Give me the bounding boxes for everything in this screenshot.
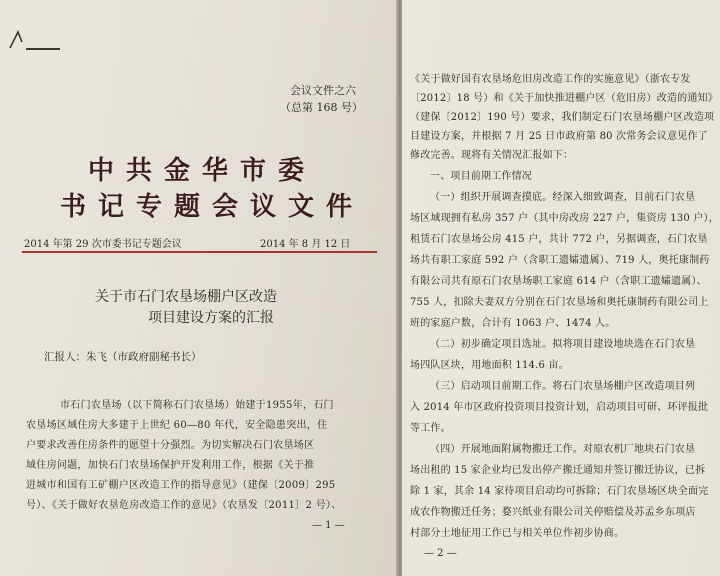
masthead-line-2: 书记专题会议文件 [60, 192, 365, 222]
body-line: 场四队区块，用地面积 114.6 亩。 [410, 360, 569, 371]
section-heading: 一、项目前期工作情况 [430, 171, 532, 182]
body-line: 租赁石门农垦场公房 415 户，共计 772 户，另据调查，石门农垦 [410, 234, 708, 245]
right-page [402, 0, 720, 576]
body-line: 成农作物搬迁任务；婺兴纸业有限公司关停赔偿及苏孟乡东项店 [410, 507, 696, 518]
body-line: （一）组织开展调查摸底。经深入细致调查，目前石门农垦 [430, 192, 696, 203]
masthead-line-1: 中共金华市委 [88, 156, 317, 186]
page-number: — 2 — [424, 548, 457, 559]
body-line: （三）启动项目前期工作。将石门农垦场棚户区改造项目列 [430, 381, 696, 392]
body-line: 入 2014 年市区政府投资项目投资计划，启动项目可研、环评报批 [410, 402, 709, 413]
body-line: 场共有职工家庭 592 户（含职工遗孀遗属）、719 人，奥托康制药 [410, 255, 710, 266]
body-line: 《关于做好国有农垦场危旧房改造工作的实施意见》（浙农专发 [410, 74, 691, 85]
body-line: 修改完善。现将有关情况汇报如下： [410, 150, 574, 161]
body-line: 市石门农垦场（以下简称石门农垦场）始建于1955年，石门 [60, 400, 334, 411]
body-line: 班的家庭户数，合计有 1063 户、1474 人。 [410, 318, 616, 329]
body-line: 755 人，扣除夫妻双方分别在石门农垦场和奥托康制药有限公司上 [410, 297, 709, 308]
body-line: 〔2012〕18 号）和《关于加快推进棚户区（危旧房）改造的通知》 [410, 93, 718, 104]
pen-mark-icon [8, 28, 42, 50]
page-number: — 1 — [312, 520, 345, 531]
body-line: 除 1 家，其余 14 家待项目启动均可拆除；石门农垦场区块全面完 [410, 486, 709, 497]
dash-mark [26, 48, 60, 50]
meeting-session: 2014 年第 29 次市委书记专题会议 [24, 239, 182, 250]
document-date: 2014 年 8 月 12 日 [260, 239, 351, 250]
red-divider-line [22, 251, 377, 253]
body-line: （四）开展地面附属物搬迁工作。对原农机厂地块石门农垦 [430, 444, 696, 455]
body-line: 号）、《关于做好农垦危房改造工作的意见》（农垦发〔2011〕2 号）、 [26, 500, 342, 511]
body-line: 等工作。 [410, 423, 451, 434]
body-line: 场区域现拥有私房 357 户（其中房改房 227 户，集资房 130 户）， [410, 213, 719, 224]
body-line: （二）初步确定项目选址。拟将项目建设地块选在石门农垦 [430, 339, 696, 350]
reporter: 汇报人：朱飞（市政府副秘书长） [44, 351, 202, 363]
body-line: 村部分土地征用工作已与相关单位作初步协商。 [410, 528, 625, 539]
body-line: 目建设方案，并根据 7 月 25 日市政府第 80 次常务会议意见作了 [410, 131, 708, 142]
meeting-document-number: 会议文件之六 [290, 84, 356, 97]
body-line: 有限公司共有原石门农垦场职工家庭 614 户（含职工遗孀遗属）、 [410, 276, 707, 287]
body-line: 户要求改善住房条件的愿望十分强烈。为切实解决石门农垦场区 [26, 440, 315, 451]
report-title-line-1: 关于市石门农垦场棚户区改造 [95, 289, 277, 305]
body-line: 进城市和国有工矿棚户区改造工作的指导意见》（建保〔2009〕295 [26, 480, 336, 491]
body-line: （建保〔2012〕190 号）要求，我们制定石门农垦场棚户区改造项 [410, 112, 715, 123]
total-document-number: （总第 168 号） [280, 101, 363, 114]
body-line: 农垦场区域住房大多建于上世纪 60—80 年代，安全隐患突出，住 [26, 420, 328, 431]
report-title-line-2: 项目建设方案的汇报 [148, 310, 274, 326]
body-line: 域住房问题，加快石门农垦场保护开发利用工作，根据《关于推 [26, 460, 315, 471]
body-line: 场出租的 15 家企业均已发出停产搬迁通知并签订搬迁协议，已拆 [410, 465, 706, 476]
